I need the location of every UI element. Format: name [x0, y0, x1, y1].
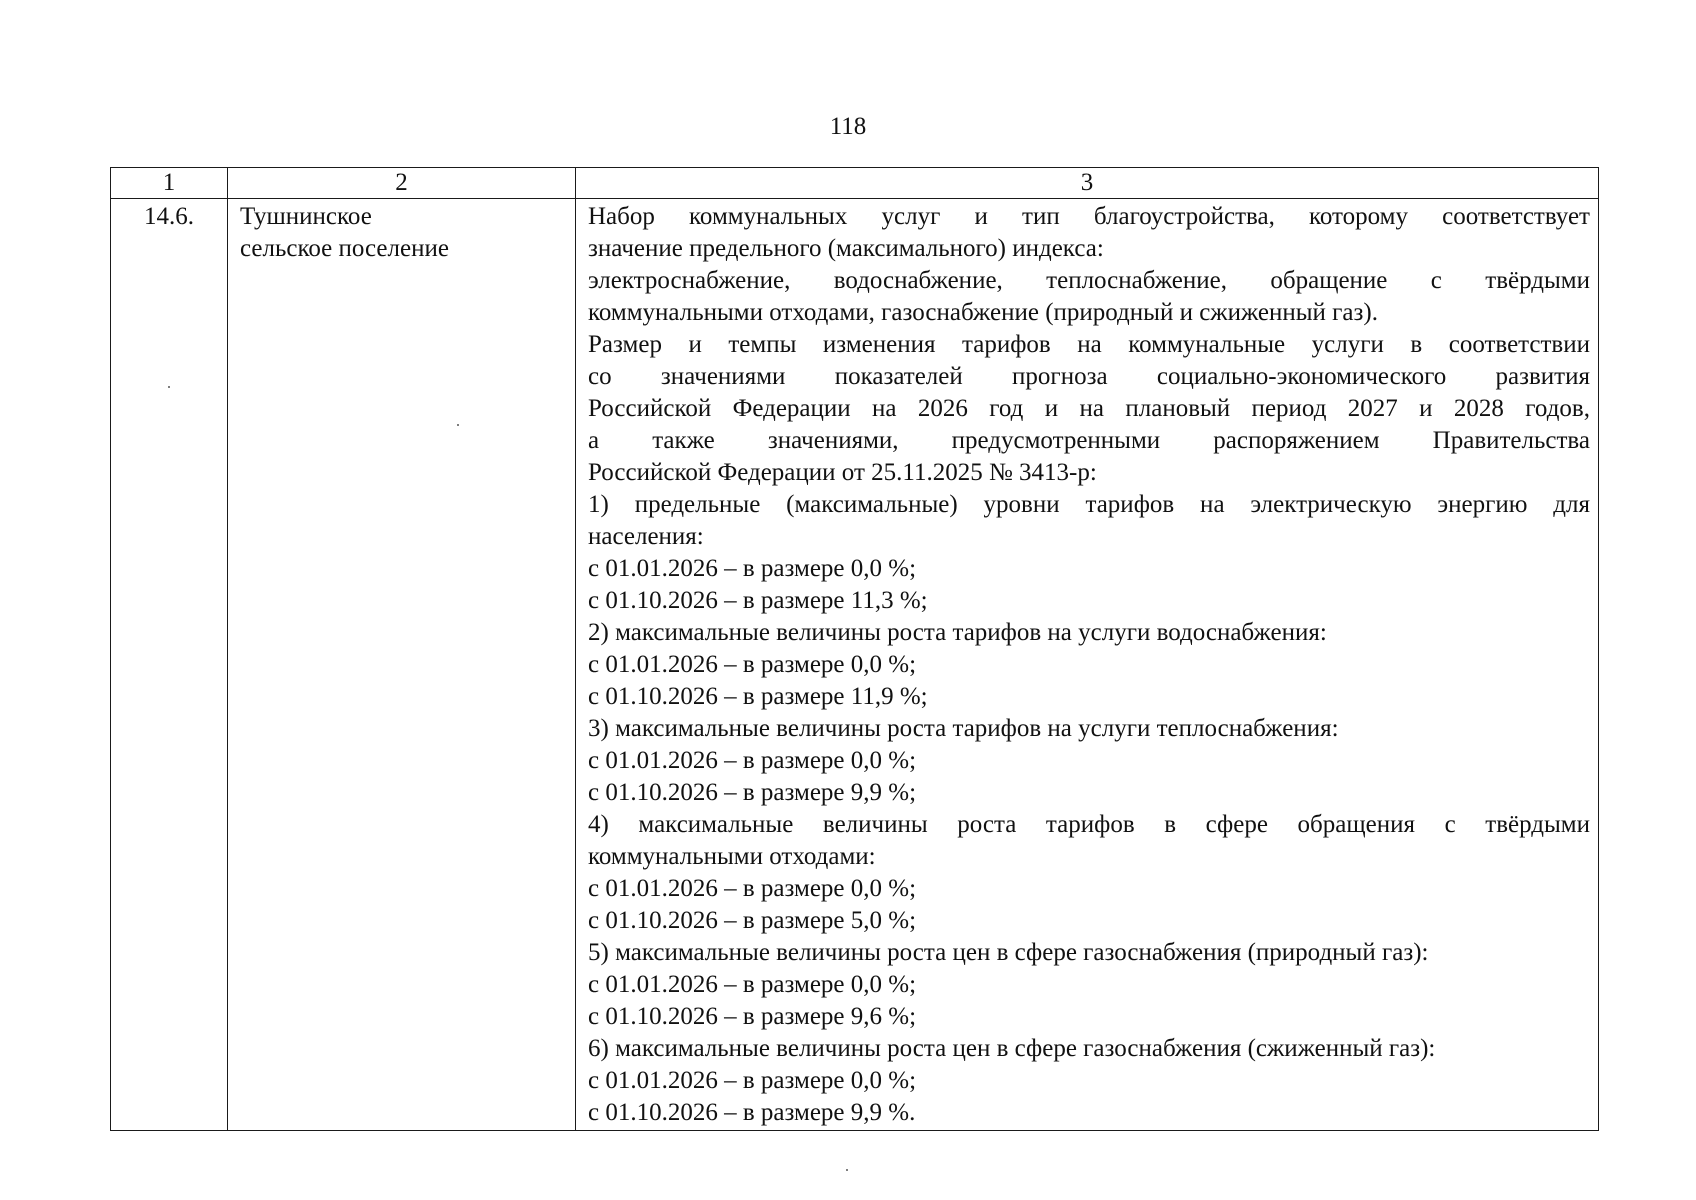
row-number: 14.6. — [144, 203, 194, 230]
description-line: Российской Федерации на 2026 год и на плановый период 2027 и 2028 годов, — [588, 395, 1590, 422]
description-line: коммунальными отходами, газоснабжение (природный и сжиженный газ). — [588, 299, 1378, 326]
description-line: с 01.10.2026 – в размере 5,0 %; — [588, 907, 917, 934]
column-header-3: 3 — [576, 168, 1599, 199]
description-line: с 01.01.2026 – в размере 0,0 %; — [588, 651, 917, 678]
tariff-description-cell — [576, 199, 1599, 1131]
description-line: с 01.10.2026 – в размере 9,9 %; — [588, 779, 917, 806]
description-line: с 01.10.2026 – в размере 9,9 %. — [588, 1099, 916, 1126]
table-header-row — [111, 168, 1599, 199]
row-number-cell — [111, 199, 228, 1131]
tariff-table — [110, 167, 1599, 1131]
column-header-2: 2 — [228, 168, 576, 199]
description-line: Размер и темпы изменения тарифов на коммунальные услуги в соответствии — [588, 331, 1590, 358]
description-line: с 01.01.2026 – в размере 0,0 %; — [588, 971, 917, 998]
description-line: 4) максимальные величины роста тарифов в сфере обращения с твёрдыми — [588, 811, 1590, 838]
description-line: 3) максимальные величины роста тарифов на услуги теплоснабжения: — [588, 715, 1339, 742]
description-line: электроснабжение, водоснабжение, теплоснабжение, обращение с твёрдыми — [588, 267, 1590, 294]
description-line: с 01.01.2026 – в размере 0,0 %; — [588, 747, 917, 774]
settlement-name-line: Тушнинское — [240, 203, 372, 230]
description-line: со значениями показателей прогноза социально-экономического развития — [588, 363, 1590, 390]
scan-speck — [168, 386, 170, 388]
page-number: 118 — [829, 113, 867, 140]
description-line: с 01.01.2026 – в размере 0,0 %; — [588, 875, 917, 902]
settlement-name-cell — [228, 199, 576, 1131]
tariff-description-text — [588, 201, 1590, 1129]
description-line: с 01.01.2026 – в размере 0,0 %; — [588, 555, 917, 582]
description-line: 1) предельные (максимальные) уровни тарифов на электрическую энергию для — [588, 491, 1590, 518]
scan-speck — [846, 1169, 848, 1171]
column-header-1: 1 — [111, 168, 228, 199]
description-line: значение предельного (максимального) индекса: — [588, 235, 1104, 262]
description-line: с 01.10.2026 – в размере 9,6 %; — [588, 1003, 917, 1030]
settlement-name-line: сельское поселение — [240, 235, 449, 262]
scan-speck — [457, 424, 459, 426]
description-line: 5) максимальные величины роста цен в сфере газоснабжения (природный газ): — [588, 939, 1429, 966]
description-line: а также значениями, предусмотренными распоряжением Правительства — [588, 427, 1590, 454]
description-line: Набор коммунальных услуг и тип благоустройства, которому соответствует — [588, 203, 1590, 230]
table-row — [111, 199, 1599, 1131]
description-line: 6) максимальные величины роста цен в сфере газоснабжения (сжиженный газ): — [588, 1035, 1436, 1062]
description-line: 2) максимальные величины роста тарифов на услуги водоснабжения: — [588, 619, 1327, 646]
description-line: с 01.10.2026 – в размере 11,3 %; — [588, 587, 928, 614]
description-line: населения: — [588, 523, 704, 550]
description-line: с 01.10.2026 – в размере 11,9 %; — [588, 683, 928, 710]
description-line: с 01.01.2026 – в размере 0,0 %; — [588, 1067, 917, 1094]
description-line: Российской Федерации от 25.11.2025 № 3413-р: — [588, 459, 1097, 486]
description-line: коммунальными отходами: — [588, 843, 876, 870]
